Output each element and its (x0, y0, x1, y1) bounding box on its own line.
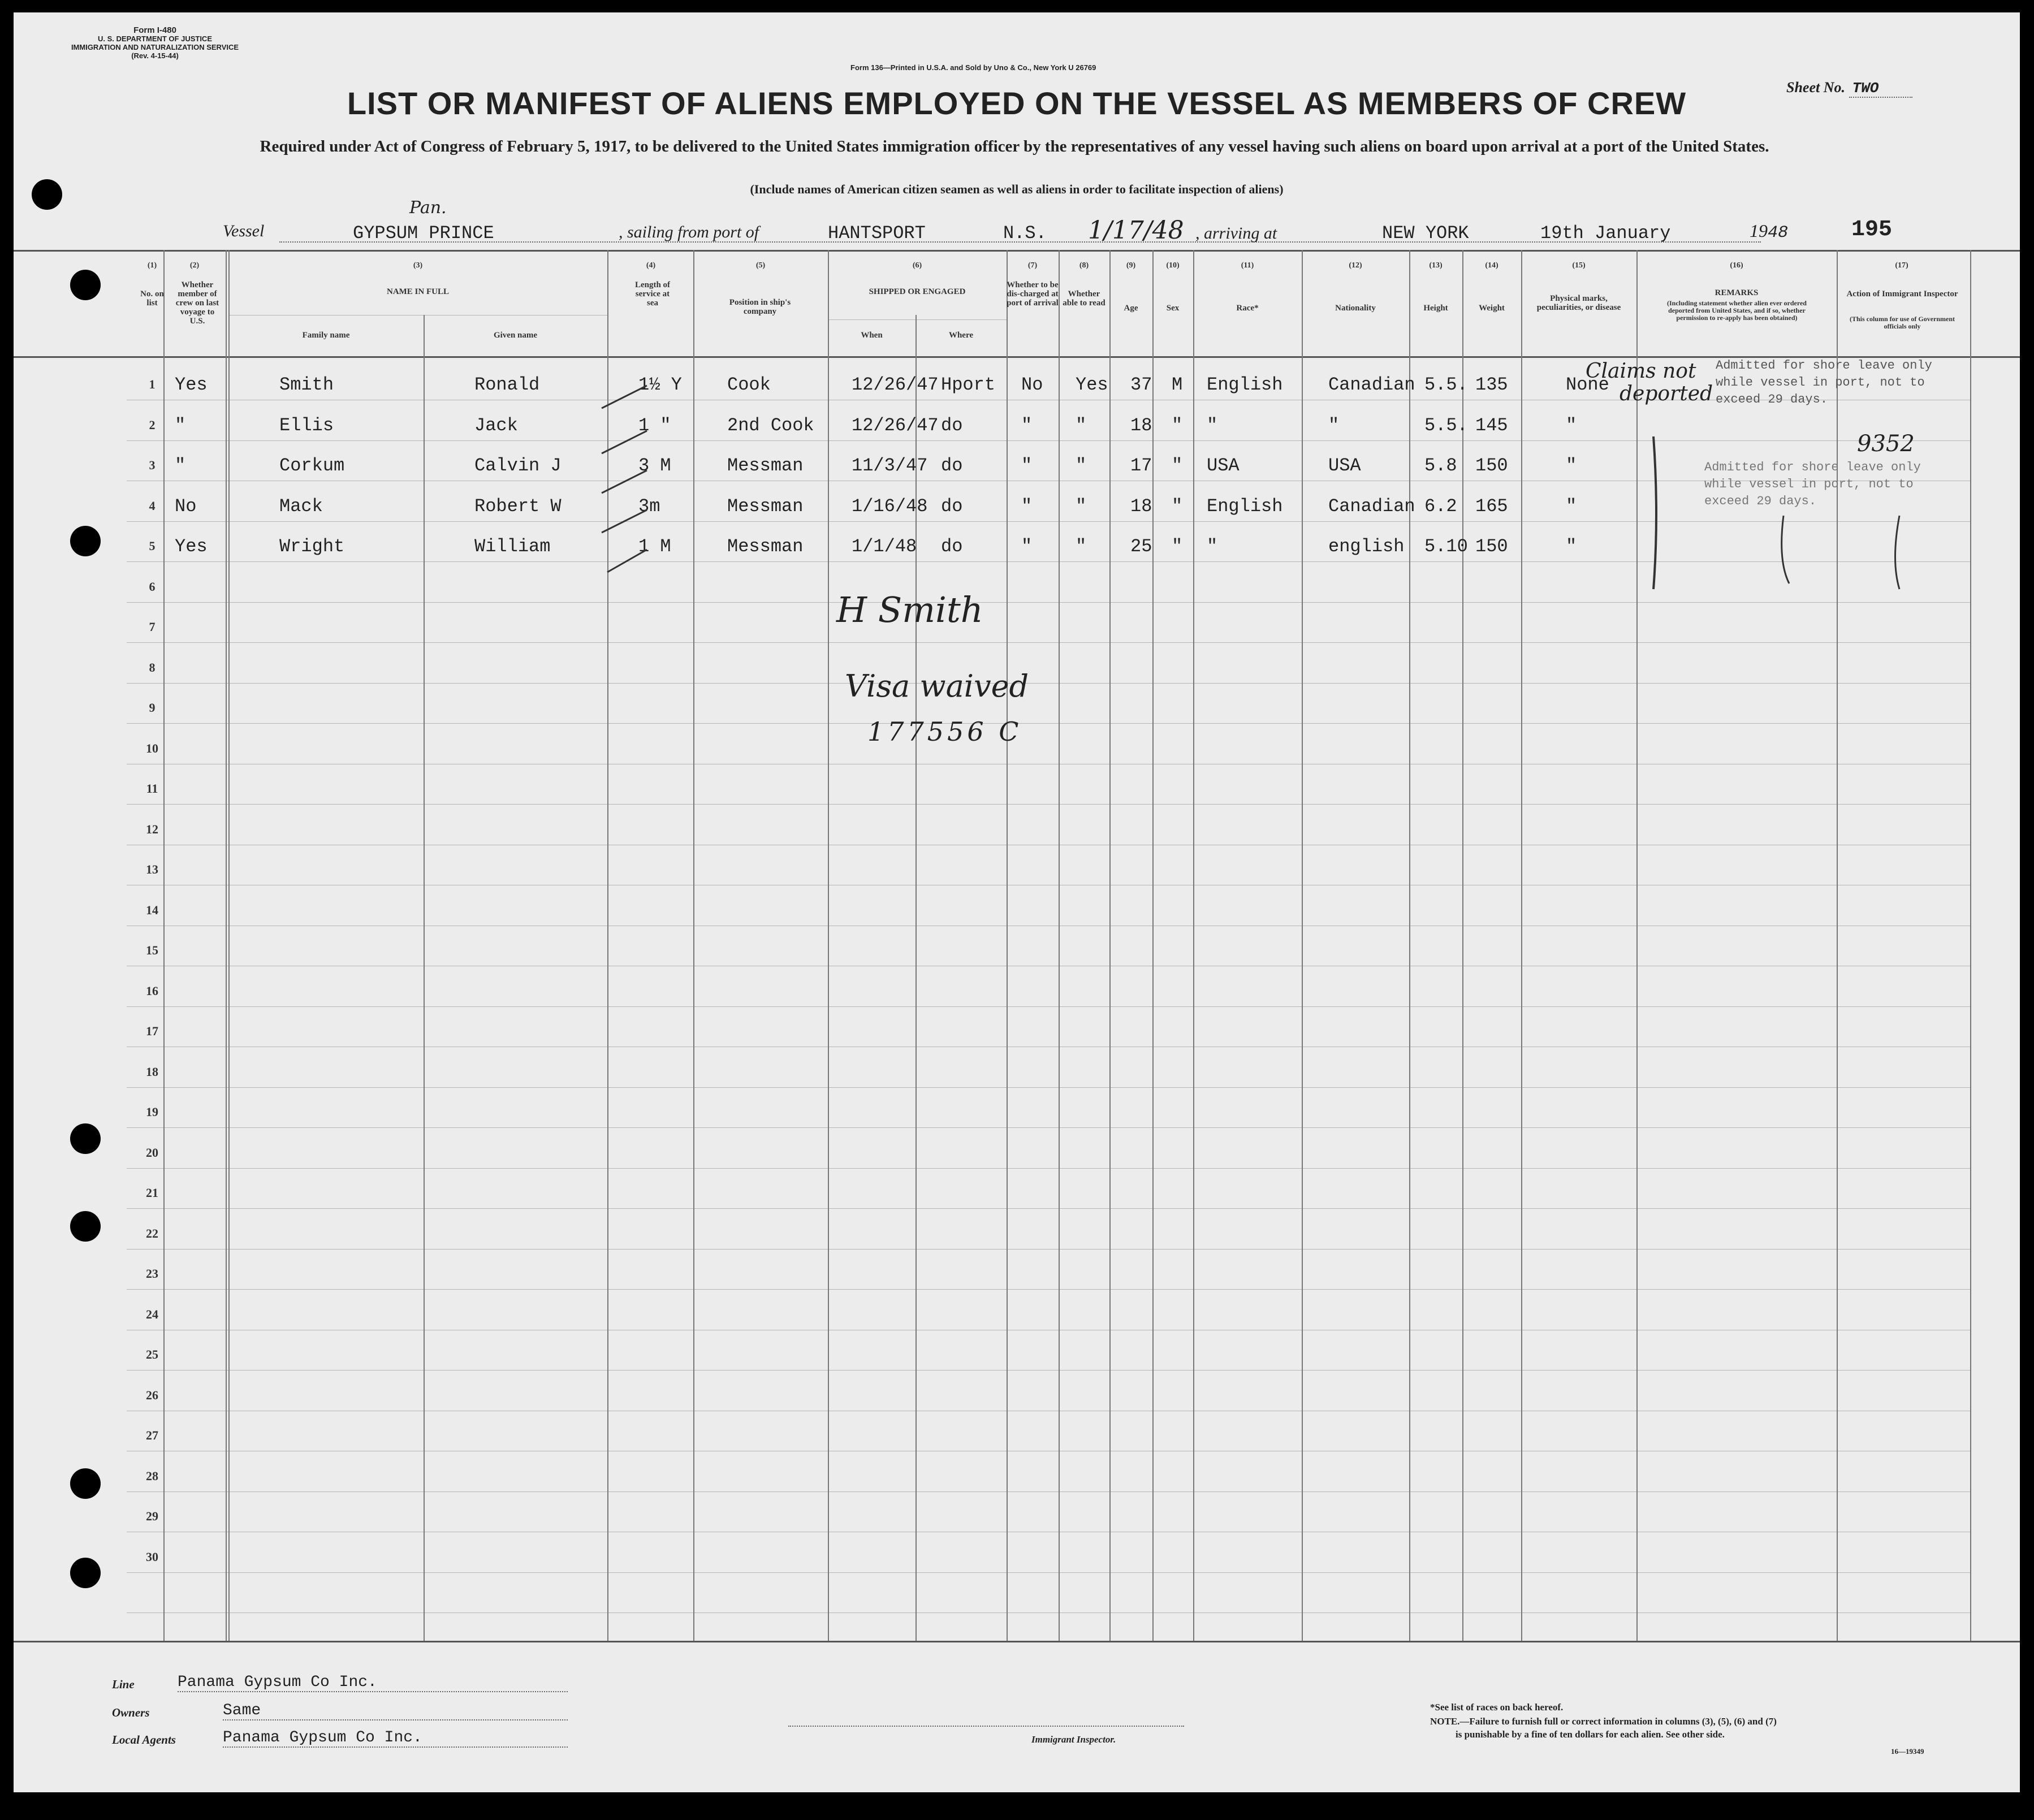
col-num-2: (2) (189, 261, 200, 270)
length-service-cell: 3m (638, 496, 660, 517)
owners-label: Owners (112, 1706, 150, 1719)
sailing-province: N.S. (1003, 223, 1047, 244)
row-number: 21 (146, 1186, 158, 1200)
position-cell: Cook (727, 374, 771, 395)
able-read-cell: " (1076, 415, 1087, 436)
physical-cell: " (1566, 536, 1577, 557)
header-shipped-engaged: SHIPPED OR ENGAGED (869, 287, 966, 296)
inspector-label: Immigrant Inspector. (1031, 1734, 1116, 1745)
column-line (1521, 250, 1522, 1641)
row-line (127, 683, 1970, 684)
remarks-brackets (1642, 431, 1925, 600)
row-number: 15 (146, 943, 158, 957)
check-mark (602, 386, 647, 408)
check-mark (602, 470, 647, 493)
row-number: 8 (149, 660, 156, 675)
row-number: 22 (146, 1226, 158, 1240)
length-check-marks (596, 374, 681, 589)
age-cell: 37 (1130, 374, 1152, 395)
row-number: 10 (146, 741, 158, 755)
punch-hole (70, 1468, 101, 1499)
header-member-crew: Whether member of crew on last voyage to U.S. (175, 280, 219, 326)
height-cell: 5.5. (1424, 374, 1468, 395)
table-top-border (14, 250, 2020, 252)
row-number: 27 (146, 1428, 158, 1442)
header-position: Position in ship's company (729, 298, 791, 316)
column-line (1636, 250, 1638, 1641)
race-cell: English (1207, 374, 1283, 395)
weight-cell: 135 (1475, 374, 1508, 395)
physical-cell: " (1566, 415, 1577, 436)
shipped-where-cell: do (941, 536, 963, 557)
footer-note-2: is punishable by a fine of ten dollars for each alien. See other side. (1456, 1729, 1725, 1740)
race-cell: " (1207, 536, 1218, 557)
physical-cell: " (1566, 455, 1577, 476)
header-nationality: Nationality (1335, 304, 1376, 313)
line-label: Line (112, 1678, 135, 1691)
claims-not-deported (1586, 360, 1713, 405)
family-name-cell: Wright (279, 536, 345, 557)
family-name-cell: Corkum (279, 455, 345, 476)
row-number: 17 (146, 1024, 158, 1038)
height-cell: 5.5. (1424, 415, 1468, 436)
shipped-where-cell: do (941, 496, 963, 517)
row-number: 2 (149, 418, 156, 432)
row-number: 11 (146, 781, 158, 796)
department: U. S. DEPARTMENT OF JUSTICE (98, 34, 212, 43)
vessel-label: Vessel (223, 222, 265, 240)
manifest-sheet (14, 12, 2020, 1792)
row-number: 4 (149, 499, 156, 513)
col-num-14: (14) (1485, 261, 1498, 270)
row-line (127, 1289, 1970, 1290)
discharged-cell: " (1021, 536, 1033, 557)
length-service-cell: 1½ Y (638, 374, 682, 395)
visa-waived: Visa waived (845, 668, 1029, 704)
row-line (127, 1127, 1970, 1128)
given-name-cell: Ronald (474, 374, 540, 395)
check-mark (607, 550, 647, 572)
sex-cell: M (1172, 374, 1183, 395)
vessel-underline (279, 241, 1761, 243)
sex-cell: " (1172, 496, 1183, 517)
bracket-middle (1782, 516, 1789, 583)
header-physical: Physical marks, peculiarities, or disease (1536, 294, 1621, 312)
owners-value: Same (223, 1702, 568, 1720)
column-line (1059, 250, 1060, 1641)
bracket-right (1895, 516, 1900, 589)
remarks-stamp-1 (1716, 357, 1932, 408)
table-bottom-border (14, 1641, 2020, 1642)
header-remarks: REMARKS (1715, 288, 1759, 297)
given-name-cell: Robert W (474, 496, 562, 517)
row-number: 3 (149, 458, 156, 472)
row-number: 12 (146, 822, 158, 836)
row-line (127, 804, 1970, 805)
row-line (127, 642, 1970, 643)
col-num-16: (16) (1730, 261, 1743, 270)
col-num-9: (9) (1126, 261, 1136, 270)
column-line (1152, 250, 1154, 1641)
given-name-cell: William (474, 536, 551, 557)
stamp2-line2: while vessel in port, not to (1704, 477, 1914, 491)
physical-cell: " (1566, 496, 1577, 517)
height-cell: 5.8 (1424, 455, 1457, 476)
discharged-cell: " (1021, 455, 1033, 476)
agents-label: Local Agents (112, 1733, 176, 1746)
height-cell: 6.2 (1424, 496, 1457, 517)
weight-cell: 145 (1475, 415, 1508, 436)
row-number: 30 (146, 1550, 158, 1564)
agents-value: Panama Gypsum Co Inc. (223, 1729, 568, 1748)
header-remarks-sub: (Including statement whether alien ever ordered deported from United States, and if so, whether permission to re-apply has been obtained) (1667, 299, 1807, 322)
length-service-cell: 1 M (638, 536, 671, 557)
shipped-when-cell: 1/1/48 (852, 536, 917, 557)
able-read-cell: " (1076, 536, 1087, 557)
sailing-label: , sailing from port of (619, 223, 759, 241)
col-num-15: (15) (1572, 261, 1586, 270)
shipped-where-cell: Hport (941, 374, 996, 395)
punch-hole (70, 526, 101, 556)
row-line (127, 1087, 1970, 1088)
column-line (228, 250, 230, 1641)
column-line (226, 250, 227, 1641)
column-line (1109, 250, 1111, 1641)
row-number: 18 (146, 1065, 158, 1079)
vessel-line (223, 222, 264, 241)
position-cell: Messman (727, 536, 804, 557)
inspector-signature-line (788, 1726, 1184, 1727)
stamp2-line3: exceed 29 days. (1704, 494, 1817, 508)
column-line (693, 250, 694, 1641)
header-discharged: Whether to be dis-charged at port of arrival (1007, 280, 1059, 308)
sex-cell: " (1172, 536, 1183, 557)
able-read-cell: " (1076, 455, 1087, 476)
race-cell: English (1207, 496, 1283, 517)
manifest-title: LIST OR MANIFEST OF ALIENS EMPLOYED ON THE VESSEL AS MEMBERS OF CREW (347, 85, 1687, 121)
form-header-block (70, 26, 240, 60)
col-num-3: (3) (413, 261, 423, 270)
row-number: 23 (146, 1266, 158, 1281)
header-given-name: Given name (493, 331, 538, 340)
row-number: 5 (149, 539, 156, 553)
row-number: 20 (146, 1145, 158, 1160)
header-weight: Weight (1479, 304, 1505, 313)
row-number: 6 (149, 580, 156, 594)
col-num-11: (11) (1241, 261, 1254, 270)
col-num-1: (1) (147, 261, 157, 270)
able-read-cell: Yes (1076, 374, 1108, 395)
weight-cell: 165 (1475, 496, 1508, 517)
header-family-name: Family name (302, 331, 350, 340)
row-line (127, 1572, 1970, 1573)
sailing-date: 1/17/48 (1088, 216, 1184, 245)
given-name-cell: Calvin J (474, 455, 562, 476)
column-line (828, 250, 829, 1641)
nationality-cell: english (1328, 536, 1405, 557)
weight-cell: 150 (1475, 536, 1508, 557)
row-number: 29 (146, 1509, 158, 1523)
col-num-8: (8) (1079, 261, 1089, 270)
position-cell: Messman (727, 496, 804, 517)
header-where: Where (948, 331, 974, 340)
shipped-where-cell: do (941, 455, 963, 476)
race-note: *See list of races on back hereof. (1430, 1702, 1564, 1713)
row-number: 1 (149, 377, 156, 391)
given-name-cell: Jack (474, 415, 518, 436)
row-number: 25 (146, 1347, 158, 1361)
family-name-cell: Mack (279, 496, 323, 517)
punch-hole (70, 270, 101, 300)
column-line (1302, 250, 1303, 1641)
stamp2-line1: Admitted for shore leave only (1704, 460, 1921, 474)
line-value: Panama Gypsum Co Inc. (178, 1674, 568, 1692)
age-cell: 17 (1130, 455, 1152, 476)
sex-cell: " (1172, 455, 1183, 476)
header-sex: Sex (1166, 304, 1180, 313)
claims-line1: Claims not (1586, 360, 1696, 383)
nationality-cell: Canadian (1328, 496, 1415, 517)
arriving-label: , arriving at (1195, 224, 1277, 243)
discharged-cell: " (1021, 496, 1033, 517)
row-line (127, 1168, 1970, 1169)
col-num-4: (4) (646, 261, 656, 270)
crew-member-cell: Yes (175, 536, 208, 557)
header-action: Action of Immigrant Inspector (1846, 289, 1958, 299)
physical-cell: None (1566, 374, 1609, 395)
visa-number: 177556 C (867, 716, 1022, 747)
row-number: 14 (146, 903, 158, 917)
age-cell: 18 (1130, 496, 1152, 517)
col-num-5: (5) (755, 261, 766, 270)
column-line (1970, 250, 1971, 1641)
position-cell: 2nd Cook (727, 415, 814, 436)
length-service-cell: 3 M (638, 455, 671, 476)
row-line (127, 1208, 1970, 1209)
height-cell: 5.10 (1424, 536, 1468, 557)
row-number: 19 (146, 1105, 158, 1119)
row-number: 7 (149, 620, 156, 634)
discharged-cell: " (1021, 415, 1033, 436)
check-mark (602, 431, 647, 453)
header-name-in-full: NAME IN FULL (386, 287, 449, 296)
row-line (127, 1370, 1970, 1371)
row-number: 9 (149, 701, 156, 715)
discharged-cell: No (1021, 374, 1043, 395)
row-number: 13 (146, 862, 158, 876)
column-line (1409, 250, 1410, 1641)
sex-cell: " (1172, 415, 1183, 436)
footer-note-1: NOTE.—Failure to furnish full or correct information in columns (3), (5), (6) and (7) (1430, 1716, 1777, 1727)
header-height: Height (1423, 304, 1448, 313)
remarks-hand-number: 9352 (1857, 431, 1915, 457)
able-read-cell: " (1076, 496, 1087, 517)
row-line (127, 602, 1970, 603)
stamp1-line1: Admitted for shore leave only (1716, 358, 1932, 373)
nationality-cell: " (1328, 415, 1340, 436)
shipped-when-cell: 1/16/48 (852, 496, 928, 517)
footer-line (112, 1678, 135, 1692)
year-suffix: 48 (1768, 223, 1789, 243)
arrival-year (1750, 221, 1788, 243)
year-prefix: 19 (1750, 221, 1768, 241)
check-mark (602, 510, 647, 533)
form-id: Form I-480 (133, 25, 176, 35)
stamp1-line3: exceed 29 days. (1716, 392, 1828, 407)
header-when: When (861, 331, 883, 340)
nationality-cell: USA (1328, 455, 1361, 476)
header-length-service: Length of service at sea (634, 280, 671, 308)
column-line (424, 315, 425, 1641)
sheet-value: TWO (1849, 80, 1913, 98)
arrival-date: 19th January (1540, 223, 1671, 244)
length-service-cell: 1 " (638, 415, 671, 436)
sailing-port: HANTSPORT (828, 223, 926, 244)
arriving-port: NEW YORK (1382, 223, 1469, 244)
claims-line2: deported (1620, 382, 1713, 405)
col-num-6: (6) (912, 261, 922, 270)
row-line (127, 1249, 1970, 1250)
nationality-cell: Canadian (1328, 374, 1415, 395)
stamp-number: 195 (1851, 217, 1893, 243)
service: IMMIGRATION AND NATURALIZATION SERVICE (71, 43, 239, 51)
revision: (Rev. 4-15-44) (131, 51, 179, 60)
form-code: 16—19349 (1891, 1747, 1924, 1756)
weight-cell: 150 (1475, 455, 1508, 476)
age-cell: 25 (1130, 536, 1152, 557)
shipped-subhead-line (828, 319, 1007, 320)
column-line (1462, 250, 1463, 1641)
col-num-12: (12) (1349, 261, 1362, 270)
col-num-17: (17) (1895, 261, 1908, 270)
col-num-10: (10) (1166, 261, 1180, 270)
family-name-cell: Smith (279, 374, 334, 395)
col-num-13: (13) (1429, 261, 1443, 270)
age-cell: 18 (1130, 415, 1152, 436)
header-race: Race* (1236, 304, 1259, 313)
header-age: Age (1124, 304, 1138, 313)
col-num-7: (7) (1027, 261, 1038, 270)
position-cell: Messman (727, 455, 804, 476)
vessel-hand-note: Pan. (409, 198, 447, 218)
column-line (1007, 250, 1008, 1641)
column-line (1193, 250, 1194, 1641)
shipped-where-cell: do (941, 415, 963, 436)
signature: H Smith (836, 589, 983, 630)
sheet-label: Sheet No. (1786, 79, 1845, 96)
race-cell: " (1207, 415, 1218, 436)
crew-member-cell: " (175, 415, 186, 436)
family-name-cell: Ellis (279, 415, 334, 436)
header-able-read: Whether able to read (1063, 289, 1105, 308)
punch-hole (70, 1123, 101, 1154)
punch-hole (70, 1558, 101, 1588)
row-number: 28 (146, 1469, 158, 1483)
row-number: 24 (146, 1307, 158, 1321)
manifest-subtitle: Required under Act of Congress of February 5, 1917, to be delivered to the United States immigration officer by the representatives of any vessel having such aliens on board upon arrival at a port of the United States. (260, 137, 1769, 155)
header-no-on-list: No. on list (140, 289, 164, 308)
bracket-left (1653, 436, 1656, 589)
row-number: 16 (146, 984, 158, 998)
crew-member-cell: " (175, 455, 186, 476)
row-line (127, 1006, 1970, 1007)
crew-member-cell: Yes (175, 374, 208, 395)
manifest-note: (Include names of American citizen seamen as well as aliens in order to facilitate inspection of aliens) (750, 182, 1284, 196)
printer-line: Form 136—Printed in U.S.A. and Sold by Uno & Co., New York U 26769 (850, 63, 1096, 72)
race-cell: USA (1207, 455, 1240, 476)
row-line (127, 723, 1970, 724)
header-action-sub: (This column for use of Government officials only (1849, 315, 1955, 330)
stamp1-line2: while vessel in port, not to (1716, 375, 1925, 390)
row-number: 26 (146, 1388, 158, 1402)
shipped-when-cell: 12/26/47 (852, 415, 939, 436)
shipped-when-cell: 11/3/47 (852, 455, 928, 476)
shipped-when-cell: 12/26/47 (852, 374, 939, 395)
punch-hole (70, 1211, 101, 1242)
crew-member-cell: No (175, 496, 197, 517)
vessel-name: GYPSUM PRINCE (353, 223, 494, 244)
